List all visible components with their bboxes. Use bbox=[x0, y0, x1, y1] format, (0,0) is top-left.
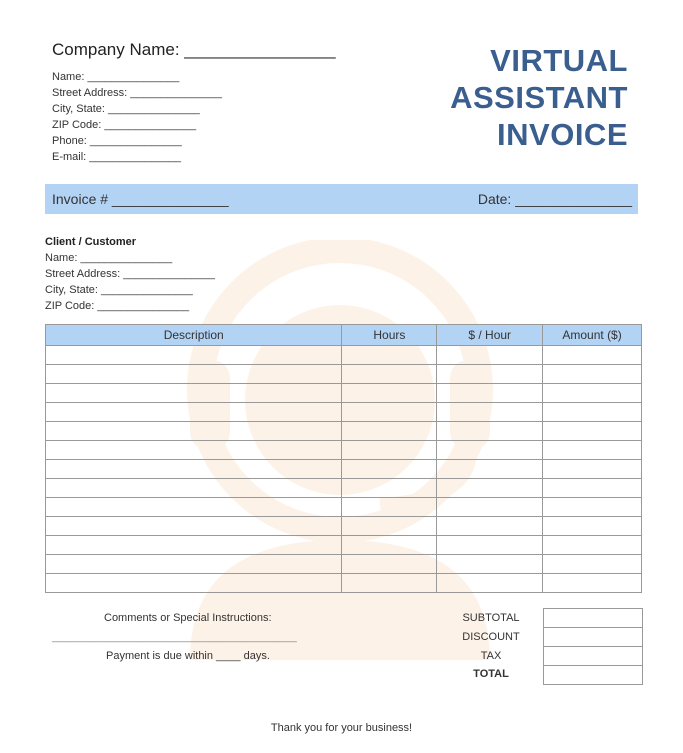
amount-cell[interactable] bbox=[543, 555, 642, 574]
client-city-line: City, State: _______________ bbox=[45, 284, 193, 296]
column-header-amount: Amount ($) bbox=[543, 325, 642, 346]
description-cell[interactable] bbox=[46, 365, 342, 384]
description-cell[interactable] bbox=[46, 574, 342, 593]
rate-cell[interactable] bbox=[437, 574, 543, 593]
client-heading: Client / Customer bbox=[45, 236, 137, 248]
sender-email-line: E-mail: _______________ bbox=[52, 151, 182, 163]
sender-street-line: Street Address: _______________ bbox=[52, 87, 223, 99]
description-cell[interactable] bbox=[46, 517, 342, 536]
table-row bbox=[46, 384, 642, 403]
amount-cell[interactable] bbox=[543, 574, 642, 593]
amount-cell[interactable] bbox=[543, 403, 642, 422]
hours-cell[interactable] bbox=[342, 403, 437, 422]
subtotal-value-box[interactable] bbox=[543, 608, 643, 628]
description-cell[interactable] bbox=[46, 384, 342, 403]
comments-line: ________________________________________ bbox=[52, 631, 297, 643]
rate-cell[interactable] bbox=[437, 460, 543, 479]
table-row bbox=[46, 346, 642, 365]
rate-cell[interactable] bbox=[437, 422, 543, 441]
rate-cell[interactable] bbox=[437, 498, 543, 517]
tax-label: TAX bbox=[480, 650, 502, 662]
description-cell[interactable] bbox=[46, 346, 342, 365]
hours-cell[interactable] bbox=[342, 555, 437, 574]
table-row bbox=[46, 536, 642, 555]
total-value-box[interactable] bbox=[543, 665, 643, 685]
title-line-2: ASSISTANT bbox=[450, 80, 628, 115]
amount-cell[interactable] bbox=[543, 536, 642, 555]
client-street-line: Street Address: _______________ bbox=[45, 268, 216, 280]
title-line-1: VIRTUAL bbox=[490, 43, 628, 78]
tax-value-box[interactable] bbox=[543, 646, 643, 666]
hours-cell[interactable] bbox=[342, 441, 437, 460]
total-label: TOTAL bbox=[473, 668, 509, 680]
amount-cell[interactable] bbox=[543, 479, 642, 498]
amount-cell[interactable] bbox=[543, 422, 642, 441]
invoice-info-bar bbox=[45, 184, 638, 214]
table-row bbox=[46, 365, 642, 384]
subtotal-label: SUBTOTAL bbox=[462, 612, 520, 624]
comments-label: Comments or Special Instructions: bbox=[104, 612, 272, 624]
table-header-row bbox=[46, 325, 642, 346]
hours-cell[interactable] bbox=[342, 517, 437, 536]
title-line-3: INVOICE bbox=[497, 117, 628, 152]
hours-cell[interactable] bbox=[342, 536, 437, 555]
invoice-number-field: Invoice # _______________ bbox=[52, 191, 229, 207]
description-cell[interactable] bbox=[46, 555, 342, 574]
description-cell[interactable] bbox=[46, 403, 342, 422]
hours-cell[interactable] bbox=[342, 479, 437, 498]
description-cell[interactable] bbox=[46, 422, 342, 441]
description-cell[interactable] bbox=[46, 479, 342, 498]
amount-cell[interactable] bbox=[543, 365, 642, 384]
table-row bbox=[46, 422, 642, 441]
column-header-description: Description bbox=[46, 325, 342, 346]
company-name-field: Company Name: ________________ bbox=[52, 40, 336, 59]
hours-cell[interactable] bbox=[342, 422, 437, 441]
hours-cell[interactable] bbox=[342, 498, 437, 517]
table-row bbox=[46, 555, 642, 574]
invoice-title bbox=[450, 42, 628, 153]
hours-cell[interactable] bbox=[342, 460, 437, 479]
discount-label: DISCOUNT bbox=[462, 631, 520, 643]
line-items-table bbox=[45, 324, 642, 593]
rate-cell[interactable] bbox=[437, 479, 543, 498]
invoice-date-field: Date: _______________ bbox=[477, 191, 632, 207]
column-header-rate: $ / Hour bbox=[437, 325, 543, 346]
sender-zip-line: ZIP Code: _______________ bbox=[52, 119, 197, 131]
table-row bbox=[46, 403, 642, 422]
amount-cell[interactable] bbox=[543, 346, 642, 365]
description-cell[interactable] bbox=[46, 441, 342, 460]
table-row bbox=[46, 574, 642, 593]
rate-cell[interactable] bbox=[437, 346, 543, 365]
table-row bbox=[46, 479, 642, 498]
amount-cell[interactable] bbox=[543, 517, 642, 536]
sender-city-line: City, State: _______________ bbox=[52, 103, 200, 115]
description-cell[interactable] bbox=[46, 498, 342, 517]
rate-cell[interactable] bbox=[437, 403, 543, 422]
rate-cell[interactable] bbox=[437, 365, 543, 384]
client-zip-line: ZIP Code: _______________ bbox=[45, 300, 190, 312]
amount-cell[interactable] bbox=[543, 441, 642, 460]
table-row bbox=[46, 460, 642, 479]
discount-value-box[interactable] bbox=[543, 627, 643, 647]
rate-cell[interactable] bbox=[437, 555, 543, 574]
amount-cell[interactable] bbox=[543, 498, 642, 517]
description-cell[interactable] bbox=[46, 460, 342, 479]
rate-cell[interactable] bbox=[437, 536, 543, 555]
hours-cell[interactable] bbox=[342, 365, 437, 384]
rate-cell[interactable] bbox=[437, 517, 543, 536]
payment-terms: Payment is due within ____ days. bbox=[106, 650, 270, 662]
rate-cell[interactable] bbox=[437, 384, 543, 403]
description-cell[interactable] bbox=[46, 536, 342, 555]
table-row bbox=[46, 517, 642, 536]
amount-cell[interactable] bbox=[543, 384, 642, 403]
hours-cell[interactable] bbox=[342, 574, 437, 593]
thank-you-note: Thank you for your business! bbox=[270, 722, 413, 734]
rate-cell[interactable] bbox=[437, 441, 543, 460]
table-row bbox=[46, 441, 642, 460]
column-header-hours: Hours bbox=[342, 325, 437, 346]
sender-name-line: Name: _______________ bbox=[52, 71, 180, 83]
hours-cell[interactable] bbox=[342, 384, 437, 403]
sender-phone-line: Phone: _______________ bbox=[52, 135, 182, 147]
client-name-line: Name: _______________ bbox=[45, 252, 173, 264]
amount-cell[interactable] bbox=[543, 460, 642, 479]
table-row bbox=[46, 498, 642, 517]
hours-cell[interactable] bbox=[342, 346, 437, 365]
